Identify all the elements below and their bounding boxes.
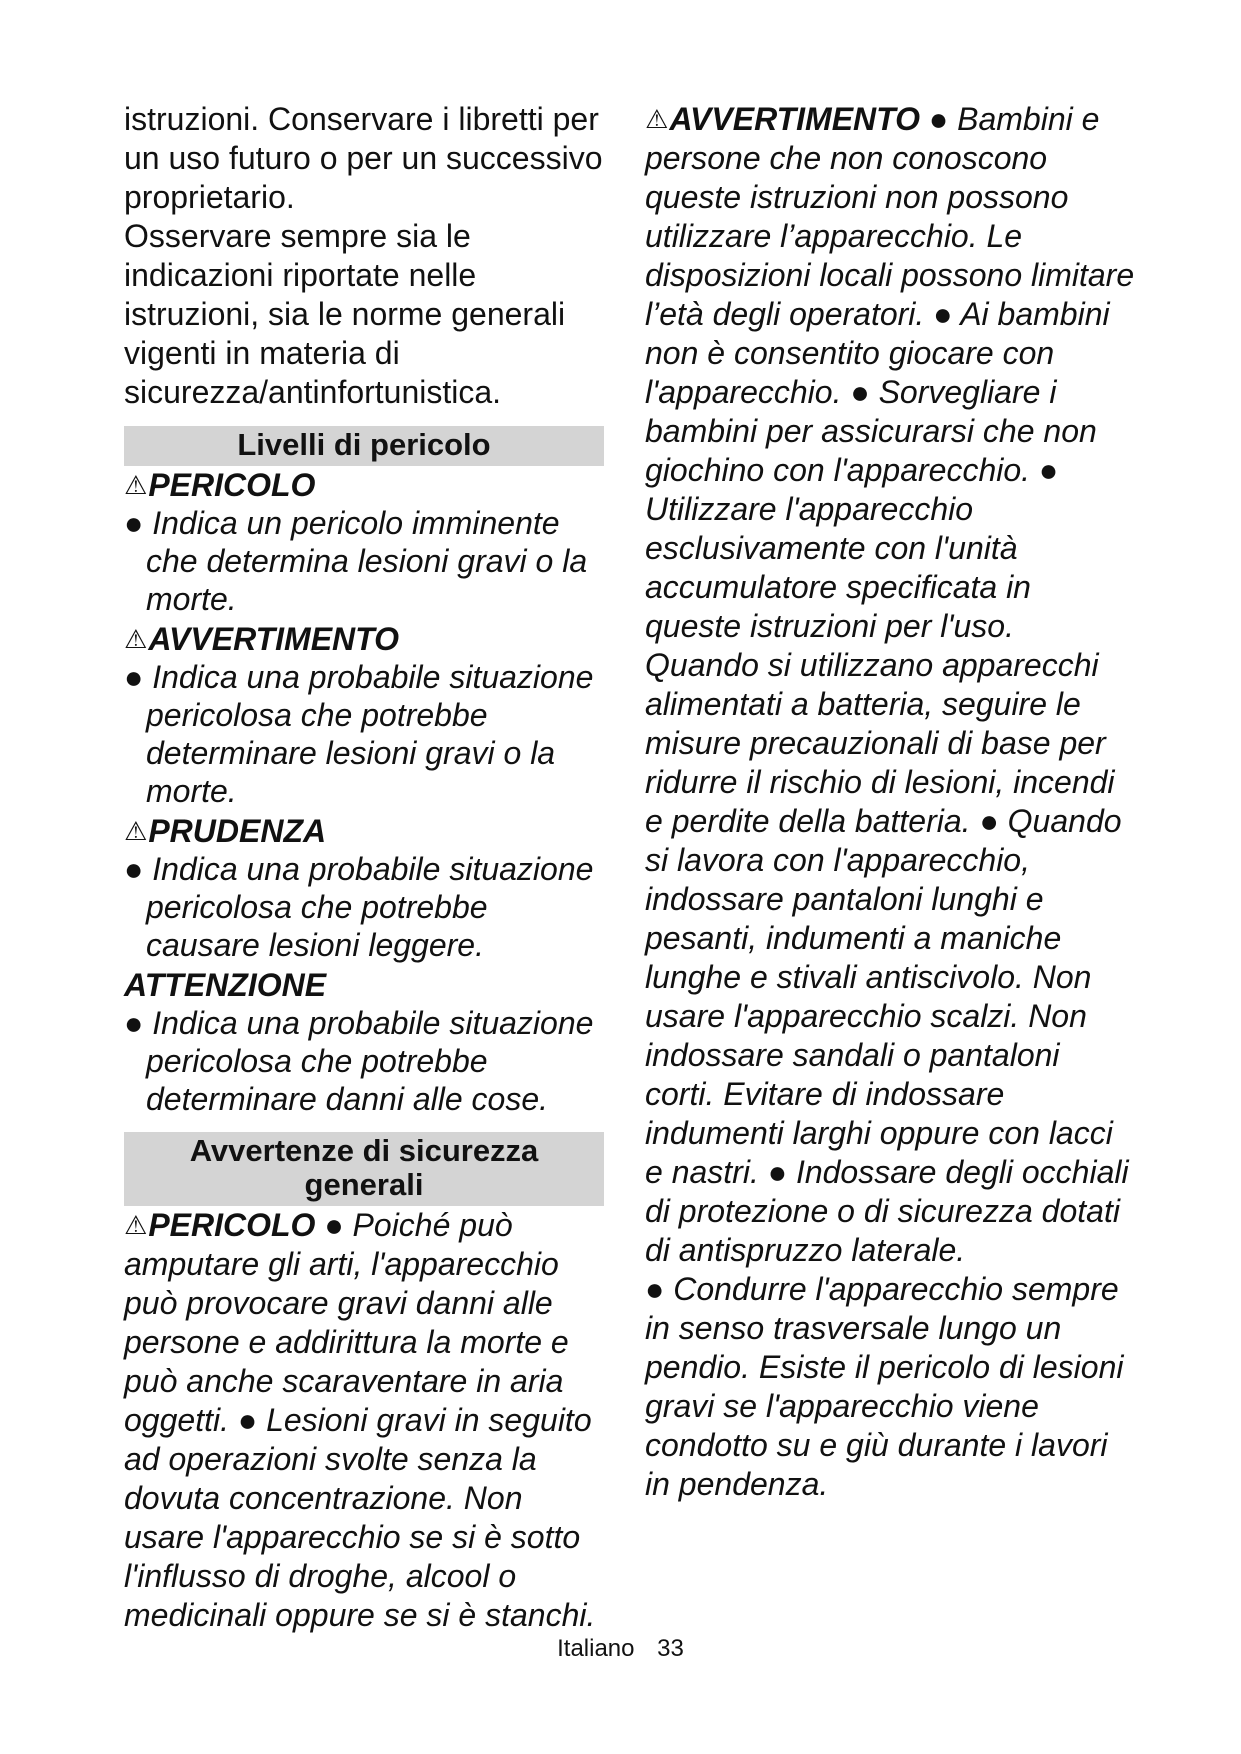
- level-label-attention: ATTENZIONE: [124, 967, 327, 1003]
- warning-triangle-icon: ⚠: [645, 104, 669, 134]
- page-number: 33: [657, 1635, 684, 1662]
- children-warning-paragraph: ⚠AVVERTIMENTO ● Bambini e persone che non conoscono queste istruzioni non possono utilizzare l’apparecchio. Le disposizioni locali possono limitare l’età degli operatori. ● Ai bambini non è consentito giocare con l'apparecchio. ● Sorvegliare i bambini per assicurarsi che non giochino con l'apparecchio. ● Utilizzare l'apparecchio esclusivamente con l'unità accumulatore specificata in queste istruzioni per l'uso. Quando si utilizzano apparecchi alimentati a batteria, seguire le misure precauzionali di base per ridurre il rischio di lesioni, incendi e perdite della batteria. ● Quando si lavora con l'apparecchio, indossare pantaloni lunghi e pesanti, indumenti a maniche lunghe e stivali antiscivolo. Non usare l'apparecchio scalzi. Non indossare sandali o pantaloni corti. Evitare di indossare indumenti larghi oppure con lacci e nastri. ● Indossare degli occhiali di protezione o di sicurezza dotati di antispruzzo laterale.: [645, 101, 1135, 1268]
- footer-language: Italiano: [557, 1635, 635, 1662]
- section-heading-danger-levels: Livelli di pericolo: [124, 426, 604, 466]
- level-label-caution: ⚠PRUDENZA: [124, 813, 327, 849]
- warning-triangle-icon: ⚠: [124, 470, 148, 500]
- warning-triangle-icon: ⚠: [124, 624, 148, 654]
- page-footer: [0, 1635, 1241, 1663]
- level-text-danger: ● Indica un pericolo imminente che determina lesioni gravi o la morte.: [124, 505, 588, 617]
- warning-triangle-icon: ⚠: [124, 1210, 148, 1240]
- general-danger-paragraph: ⚠PERICOLO ● Poiché può amputare gli arti, l'apparecchio può provocare gravi danni alle persone e addirittura la morte e può anche scaraventare in aria oggetti. ● Lesioni gravi in seguito ad operazioni svolte senza la dovuta concentrazione. Non usare l'apparecchio se si è sotto l'influsso di droghe, alcool o medicinali oppure se si è stanchi.: [124, 1207, 596, 1633]
- intro-paragraph-2: Osservare sempre sia le indicazioni riportate nelle istruzioni, sia le norme generali vigenti in materia di sicurezza/antinfortunistica.: [124, 218, 566, 410]
- danger-label: ⚠PERICOLO: [124, 1207, 316, 1243]
- intro-paragraph-1: istruzioni. Conservare i libretti per un uso futuro o per un successivo proprietario.: [124, 101, 603, 215]
- level-label-warning: ⚠AVVERTIMENTO: [124, 621, 400, 657]
- level-text-warning: ● Indica una probabile situazione pericolosa che potrebbe determinare lesioni gravi o la morte.: [124, 659, 594, 809]
- right-column: [645, 100, 1135, 1504]
- section-heading-general-safety: Avvertenze di sicurezza generali: [124, 1132, 604, 1206]
- level-text-caution: ● Indica una probabile situazione pericolosa che potrebbe causare lesioni leggere.: [124, 851, 594, 963]
- warning-label: ⚠AVVERTIMENTO: [645, 101, 921, 137]
- level-label-danger: ⚠PERICOLO: [124, 467, 316, 503]
- slope-paragraph: ● Condurre l'apparecchio sempre in senso trasversale lungo un pendio. Esiste il pericolo di lesioni gravi se l'apparecchio viene condotto su e giù durante i lavori in pendenza.: [645, 1271, 1124, 1502]
- left-column: [124, 100, 604, 1635]
- warning-triangle-icon: ⚠: [124, 816, 148, 846]
- level-text-attention: ● Indica una probabile situazione pericolosa che potrebbe determinare danni alle cose.: [124, 1005, 594, 1117]
